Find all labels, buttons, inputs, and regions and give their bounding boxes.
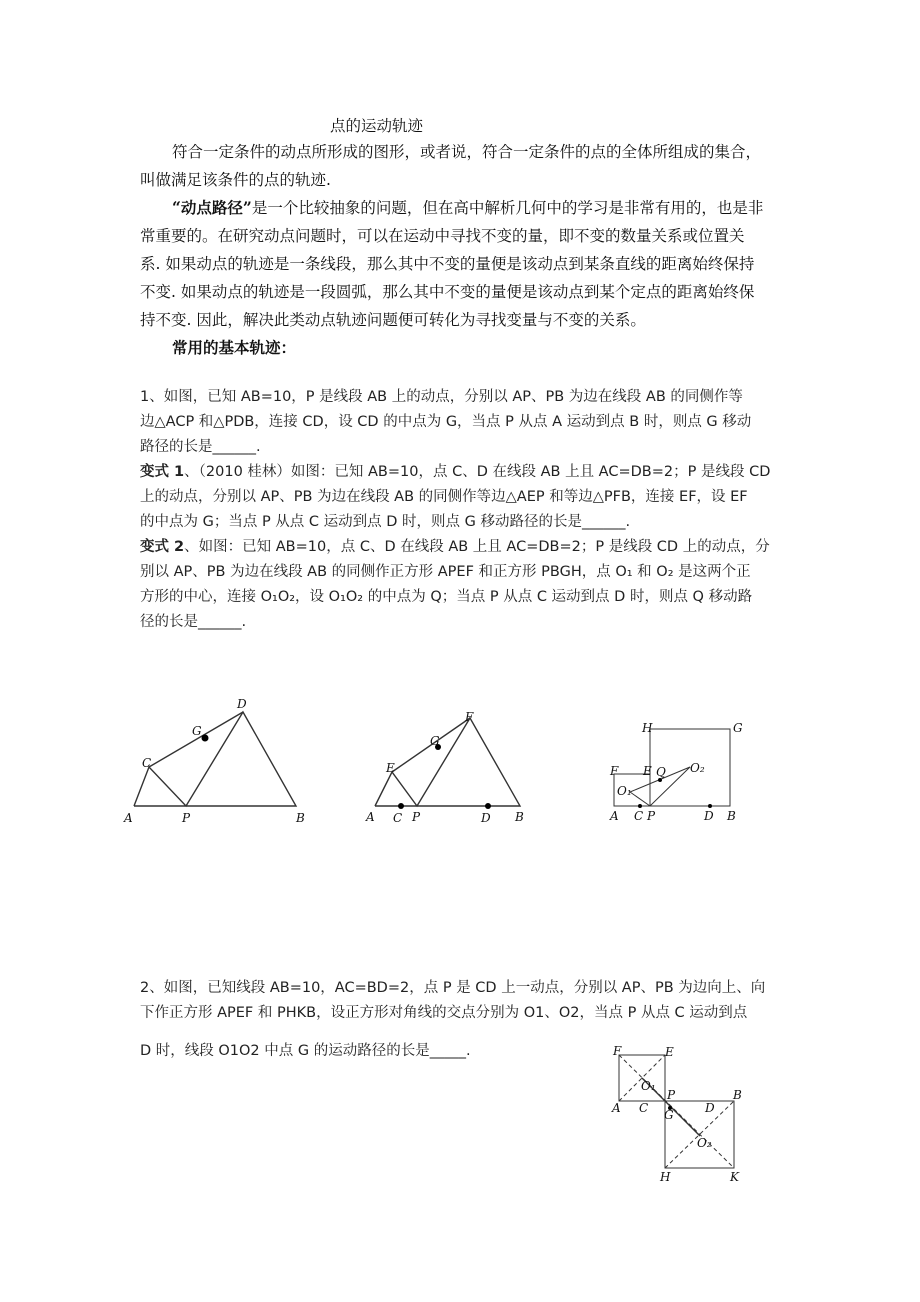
v1-line: 上的动点，分别以 AP、PB 为边在线段 AB 的同侧作等边△AEP 和等边△PFB，连接 EF，设 EF bbox=[140, 489, 748, 505]
text: 是一个比较抽象的问题，但在高中解析几何中的学习是非常有用的，也是非 bbox=[251, 199, 764, 217]
point-label: G bbox=[430, 734, 440, 748]
point-label: G bbox=[664, 1108, 674, 1122]
point-label: E bbox=[386, 761, 395, 775]
q2-line: 下作正方形 APEF 和 PHKB，设正方形对角线的交点分别为 O1、O2，当点 P 从点 C 运动到点 bbox=[140, 1005, 748, 1021]
point-label: B bbox=[296, 811, 305, 825]
point-label: C bbox=[634, 809, 644, 823]
paragraph-line: 不变. 如果动点的轨迹是一段圆弧，那么其中不变的量便是该动点到某个定点的距离始终保 bbox=[140, 283, 755, 301]
point-label: A bbox=[610, 809, 619, 823]
text: 、如图：已知 AB=10，点 C、D 在线段 AB 上且 AC=DB=2；P 是线段 CD 上的动点，分 bbox=[184, 539, 770, 555]
point-label: B bbox=[733, 1088, 742, 1102]
point-label: H bbox=[660, 1170, 671, 1184]
point-label: B bbox=[727, 809, 736, 823]
point-label: F bbox=[613, 1044, 622, 1058]
point-label: E bbox=[643, 764, 652, 778]
section-heading: 常用的基本轨迹： bbox=[172, 338, 297, 357]
v2-line: 方形的中心，连接 O₁O₂，设 O₁O₂ 的中点为 Q；当点 P 从点 C 运动到点 D 时，则点 Q 移动路 bbox=[140, 589, 753, 605]
v2-line: 别以 AP、PB 为边在线段 AB 的同侧作正方形 APEF 和正方形 PBGH，点 O₁ 和 O₂ 是这两个正 bbox=[140, 564, 751, 580]
q1-line: 边△ACP 和△PDB，连接 CD，设 CD 的中点为 G，当点 P 从点 A 运动到点 B 时，则点 G 移动 bbox=[140, 414, 752, 430]
point-label: B bbox=[515, 810, 524, 824]
figure-1 bbox=[123, 697, 305, 825]
point-label: G bbox=[192, 724, 202, 738]
point-label: G bbox=[733, 721, 743, 735]
q2-line: D 时，线段 O1O2 中点 G 的运动路径的长是_____. bbox=[140, 1043, 471, 1059]
paragraph-line: 常重要的。在研究动点问题时，可以在运动中寻找不变的量，即不变的数量关系或位置关 bbox=[140, 227, 745, 245]
point-label: O₂ bbox=[697, 1136, 712, 1150]
point-label: A bbox=[124, 811, 133, 825]
point-label: C bbox=[639, 1101, 649, 1115]
figure-4 bbox=[611, 1044, 742, 1184]
q1-line: 路径的长是______. bbox=[140, 439, 261, 455]
point-label: D bbox=[237, 697, 247, 711]
intro-line: 叫做满足该条件的点的轨迹. bbox=[140, 171, 331, 189]
figure-3 bbox=[609, 721, 743, 823]
point-label: P bbox=[412, 810, 421, 824]
point-label: D bbox=[704, 809, 714, 823]
point-label: P bbox=[182, 811, 191, 825]
q2-line: 2、如图，已知线段 AB=10，AC=BD=2，点 P 是 CD 上一动点，分别以 AP、PB 为边向上、向 bbox=[140, 980, 766, 996]
bold-term: “动点路径” bbox=[172, 198, 252, 217]
q1-line: 1、如图，已知 AB=10，P 是线段 AB 上的动点，分别以 AP、PB 为边在线段 AB 的同侧作等 bbox=[140, 389, 743, 405]
point-label: A bbox=[366, 810, 375, 824]
point-label: E bbox=[665, 1045, 674, 1059]
point-label: F bbox=[465, 710, 474, 724]
point-label: O₁ bbox=[617, 784, 632, 798]
paragraph-line: 持不变. 因此，解决此类动点轨迹问题便可转化为寻找变量与不变的关系。 bbox=[140, 311, 646, 329]
point-label: P bbox=[667, 1088, 676, 1102]
variant-label: 变式 1 bbox=[140, 464, 185, 480]
variant-label: 变式 2 bbox=[140, 539, 185, 555]
point-label: H bbox=[642, 721, 653, 735]
v1-line: 的中点为 G；当点 P 从点 C 运动到点 D 时，则点 G 移动路径的长是______. bbox=[140, 514, 631, 530]
point-label: O₂ bbox=[690, 761, 705, 775]
point-label: Q bbox=[656, 765, 666, 779]
doc-title: 点的运动轨迹 bbox=[330, 117, 424, 135]
point-label: D bbox=[705, 1101, 715, 1115]
point-label: O₁ bbox=[641, 1079, 656, 1093]
point-label: P bbox=[647, 809, 656, 823]
v2-line: 径的长是______. bbox=[140, 614, 247, 630]
point-label: C bbox=[393, 811, 403, 825]
intro-line: 符合一定条件的动点所形成的图形，或者说，符合一定条件的点的全体所组成的集合， bbox=[172, 143, 762, 161]
point-label: D bbox=[481, 811, 491, 825]
point-label: A bbox=[612, 1101, 621, 1115]
point-label: C bbox=[142, 756, 152, 770]
paragraph-line: 系. 如果动点的轨迹是一条线段，那么其中不变的量便是该动点到某条直线的距离始终保持 bbox=[140, 255, 755, 273]
point-label: K bbox=[730, 1170, 739, 1184]
figure-2 bbox=[365, 710, 524, 825]
point-label: F bbox=[610, 764, 619, 778]
text: 、（2010 桂林）如图：已知 AB=10，点 C、D 在线段 AB 上且 AC=DB=2；P 是线段 CD bbox=[184, 464, 771, 480]
